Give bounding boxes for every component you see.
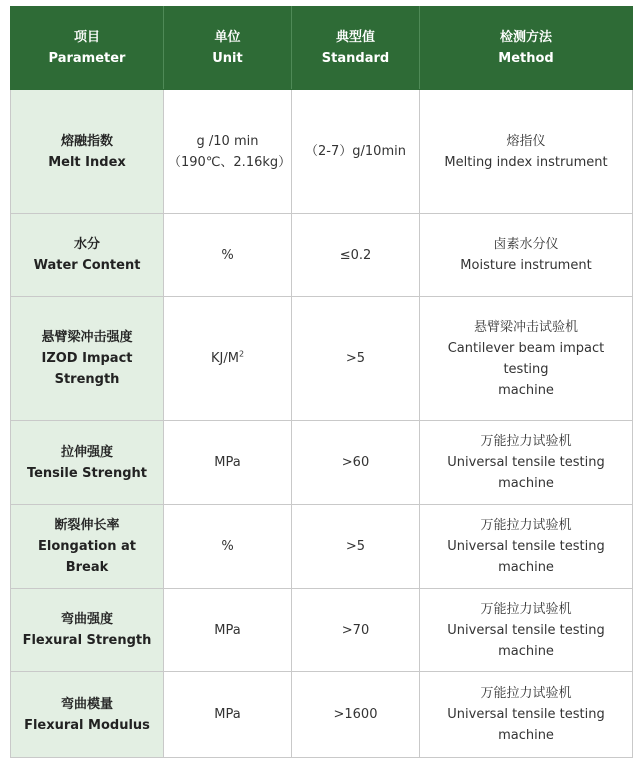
param-cn: 悬臂梁冲击强度 <box>41 330 133 345</box>
param-en: Melt Index <box>48 154 126 170</box>
table-row <box>11 90 633 214</box>
method-en-line1: Universal tensile testing <box>447 707 605 722</box>
param-en: IZOD Impact Strength <box>41 351 133 387</box>
unit-cell: % <box>164 505 292 589</box>
method-en-line1: Universal tensile testing <box>447 622 605 638</box>
param-en: Flexural Strength <box>22 633 152 648</box>
method-cn: 悬臂梁冲击试验机 <box>473 319 578 335</box>
method-cn: 卤素水分仪 <box>493 237 559 252</box>
unit-line2: （190℃、2.16kg） <box>168 154 292 170</box>
method-en-line2: machine <box>498 643 554 659</box>
method-cell <box>420 505 633 589</box>
header-standard <box>292 7 420 90</box>
method-en-line2: machine <box>498 382 554 398</box>
header-parameter <box>11 7 164 90</box>
table-row <box>11 297 633 421</box>
header-method-en: Method <box>498 51 554 66</box>
unit-cell: MPa <box>164 421 292 505</box>
unit-cell <box>164 90 292 214</box>
unit-superscript: 2 <box>238 349 245 359</box>
method-cell <box>420 672 633 758</box>
method-cell <box>420 589 633 672</box>
param-cell <box>11 297 164 421</box>
unit-cell: % <box>164 214 292 297</box>
standard-cell: （2-7）g/10min <box>292 90 420 214</box>
param-cn: 水分 <box>73 237 100 252</box>
table-row <box>11 589 633 672</box>
param-cn: 断裂伸长率 <box>54 518 120 533</box>
param-cell <box>11 90 164 214</box>
method-en-line1: Universal tensile testing <box>447 455 605 470</box>
header-unit-cn: 单位 <box>214 30 241 45</box>
method-cell <box>420 214 633 297</box>
table-row <box>11 214 633 297</box>
method-en-line1: Cantilever beam impact testing <box>447 340 605 377</box>
standard-cell: >5 <box>292 505 420 589</box>
method-cn: 万能拉力试验机 <box>480 434 572 449</box>
param-cell <box>11 214 164 297</box>
unit-base: KJ/M <box>210 351 239 366</box>
table-row <box>11 672 633 758</box>
header-unit <box>164 7 292 90</box>
param-en: Tensile Strenght <box>26 465 148 481</box>
standard-cell: >1600 <box>292 672 420 758</box>
param-en: Water Content <box>33 258 141 273</box>
param-cell <box>11 589 164 672</box>
header-parameter-en: Parameter <box>48 51 126 66</box>
param-en: Flexural Modulus <box>24 717 150 733</box>
header-unit-en: Unit <box>212 51 243 66</box>
table-body <box>11 90 633 758</box>
header-method <box>420 7 633 90</box>
method-cell <box>420 421 633 505</box>
standard-cell: ≤0.2 <box>292 214 420 297</box>
standard-cell: >70 <box>292 589 420 672</box>
method-cn: 万能拉力试验机 <box>480 601 572 617</box>
unit-cell: MPa <box>164 672 292 758</box>
method-en: Melting index instrument <box>444 154 608 170</box>
spec-table <box>10 6 633 758</box>
unit-cell: MPa <box>164 589 292 672</box>
header-standard-en: Standard <box>321 51 390 66</box>
method-cn: 万能拉力试验机 <box>480 518 572 533</box>
standard-cell: >60 <box>292 421 420 505</box>
method-cn: 熔指仪 <box>506 133 546 149</box>
standard-cell: >5 <box>292 297 420 421</box>
param-cn: 熔融指数 <box>60 133 113 149</box>
method-en-line1: Universal tensile testing <box>447 539 605 554</box>
table-header <box>11 7 633 90</box>
param-en: Elongation at Break <box>38 539 136 575</box>
method-en-line2: machine <box>498 560 554 575</box>
header-standard-cn: 典型值 <box>335 30 375 45</box>
table-row <box>11 421 633 505</box>
method-cn: 万能拉力试验机 <box>480 686 572 701</box>
header-parameter-cn: 项目 <box>73 30 100 45</box>
table-row <box>11 505 633 589</box>
unit-cell <box>164 297 292 421</box>
spec-table-container <box>10 6 632 758</box>
method-en-line2: machine <box>498 476 554 491</box>
method-cell <box>420 297 633 421</box>
param-cn: 弯曲强度 <box>60 612 113 627</box>
method-en: Moisture instrument <box>460 258 592 273</box>
header-row <box>11 7 633 90</box>
param-cn: 弯曲模量 <box>60 696 113 712</box>
header-method-cn: 检测方法 <box>499 30 552 45</box>
param-cell <box>11 421 164 505</box>
param-cn: 拉伸强度 <box>60 444 113 460</box>
unit-line1: g /10 min <box>196 133 259 149</box>
method-en-line2: machine <box>498 728 554 743</box>
param-cell <box>11 505 164 589</box>
param-cell <box>11 672 164 758</box>
method-cell <box>420 90 633 214</box>
